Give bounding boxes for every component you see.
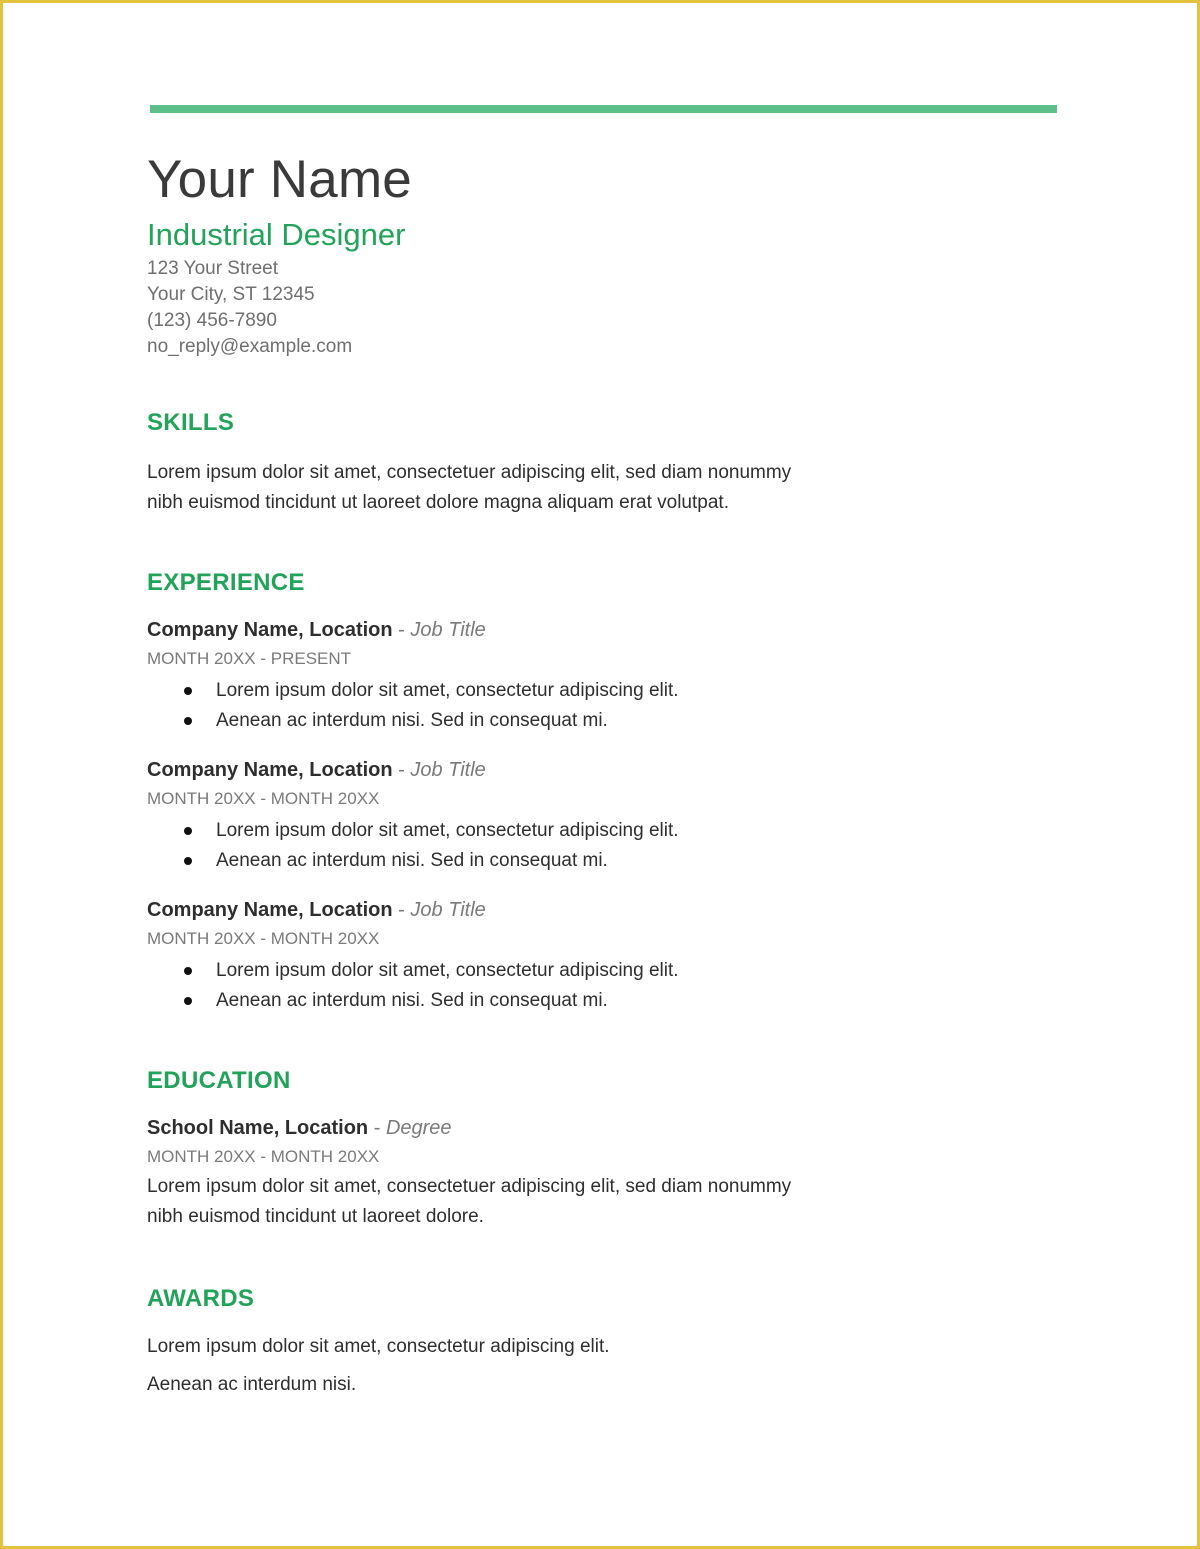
bullet-text: Lorem ipsum dolor sit amet, consectetur adipiscing elit. bbox=[216, 820, 679, 841]
bullet-icon bbox=[184, 857, 192, 865]
job-bullets bbox=[147, 676, 1047, 736]
job-entry bbox=[147, 616, 1047, 736]
awards-heading: AWARDS bbox=[147, 1285, 255, 1312]
bullet-icon bbox=[184, 687, 192, 695]
job-entry bbox=[147, 896, 1047, 1016]
job-title: Job Title bbox=[410, 619, 486, 641]
list-item bbox=[147, 676, 1047, 706]
award-line: Lorem ipsum dolor sit amet, consectetur adipiscing elit. bbox=[147, 1336, 610, 1357]
education-heading: EDUCATION bbox=[147, 1067, 291, 1094]
company-name: Company Name, Location bbox=[147, 899, 393, 921]
address-line-2: Your City, ST 12345 bbox=[147, 284, 315, 305]
job-title: Job Title bbox=[410, 759, 486, 781]
education-line: nibh euismod tincidunt ut laoreet dolore. bbox=[147, 1206, 484, 1227]
job-role: Industrial Designer bbox=[147, 217, 406, 252]
award-line: Aenean ac interdum nisi. bbox=[147, 1374, 357, 1395]
title-separator: - bbox=[392, 619, 411, 641]
degree-separator: - bbox=[368, 1117, 386, 1139]
list-item bbox=[147, 956, 1047, 986]
education-dates: MONTH 20XX - MONTH 20XX bbox=[147, 1147, 380, 1166]
bullet-icon bbox=[184, 997, 192, 1005]
company-name: Company Name, Location bbox=[147, 759, 393, 781]
person-name: Your Name bbox=[147, 150, 412, 209]
bullet-text: Aenean ac interdum nisi. Sed in consequat mi. bbox=[216, 850, 608, 871]
header-accent-rule bbox=[150, 105, 1057, 113]
title-separator: - bbox=[392, 899, 411, 921]
skills-line: nibh euismod tincidunt ut laoreet dolore magna aliquam erat volutpat. bbox=[147, 492, 729, 513]
bullet-text: Lorem ipsum dolor sit amet, consectetur adipiscing elit. bbox=[216, 680, 679, 701]
job-title: Job Title bbox=[410, 899, 486, 921]
company-name: Company Name, Location bbox=[147, 619, 393, 641]
skills-text bbox=[147, 458, 877, 518]
resume-body bbox=[147, 150, 1047, 1398]
bullet-icon bbox=[184, 717, 192, 725]
education-line: Lorem ipsum dolor sit amet, consectetuer adipiscing elit, sed diam nonummy bbox=[147, 1176, 792, 1197]
skills-line: Lorem ipsum dolor sit amet, consectetuer adipiscing elit, sed diam nonummy bbox=[147, 462, 792, 483]
degree: Degree bbox=[385, 1117, 452, 1139]
skills-heading: SKILLS bbox=[147, 409, 235, 436]
phone-number: (123) 456-7890 bbox=[147, 310, 277, 331]
experience-heading: EXPERIENCE bbox=[147, 569, 305, 596]
job-header bbox=[147, 756, 1047, 784]
education-header bbox=[147, 1114, 1047, 1142]
job-header bbox=[147, 896, 1047, 924]
job-bullets bbox=[147, 816, 1047, 876]
school-name: School Name, Location bbox=[147, 1117, 369, 1139]
list-item bbox=[147, 846, 1047, 876]
list-item bbox=[147, 706, 1047, 736]
bullet-text: Aenean ac interdum nisi. Sed in consequat mi. bbox=[216, 710, 608, 731]
bullet-icon bbox=[184, 967, 192, 975]
list-item bbox=[147, 986, 1047, 1016]
bullet-text: Aenean ac interdum nisi. Sed in consequat mi. bbox=[216, 990, 608, 1011]
bullet-icon bbox=[184, 827, 192, 835]
list-item bbox=[147, 816, 1047, 846]
awards-section bbox=[147, 1284, 1047, 1398]
address-line-1: 123 Your Street bbox=[147, 258, 278, 279]
job-dates: MONTH 20XX - MONTH 20XX bbox=[147, 929, 380, 948]
title-separator: - bbox=[392, 759, 411, 781]
job-dates: MONTH 20XX - PRESENT bbox=[147, 649, 352, 668]
experience-section bbox=[147, 568, 1047, 1016]
job-dates: MONTH 20XX - MONTH 20XX bbox=[147, 789, 380, 808]
skills-section bbox=[147, 408, 1047, 518]
education-entry bbox=[147, 1114, 1047, 1232]
education-text bbox=[147, 1172, 877, 1232]
bullet-text: Lorem ipsum dolor sit amet, consectetur adipiscing elit. bbox=[216, 960, 679, 981]
job-bullets bbox=[147, 956, 1047, 1016]
job-entry bbox=[147, 756, 1047, 876]
resume-header bbox=[147, 150, 1047, 360]
education-section bbox=[147, 1066, 1047, 1232]
email-address: no_reply@example.com bbox=[147, 336, 353, 357]
job-header bbox=[147, 616, 1047, 644]
